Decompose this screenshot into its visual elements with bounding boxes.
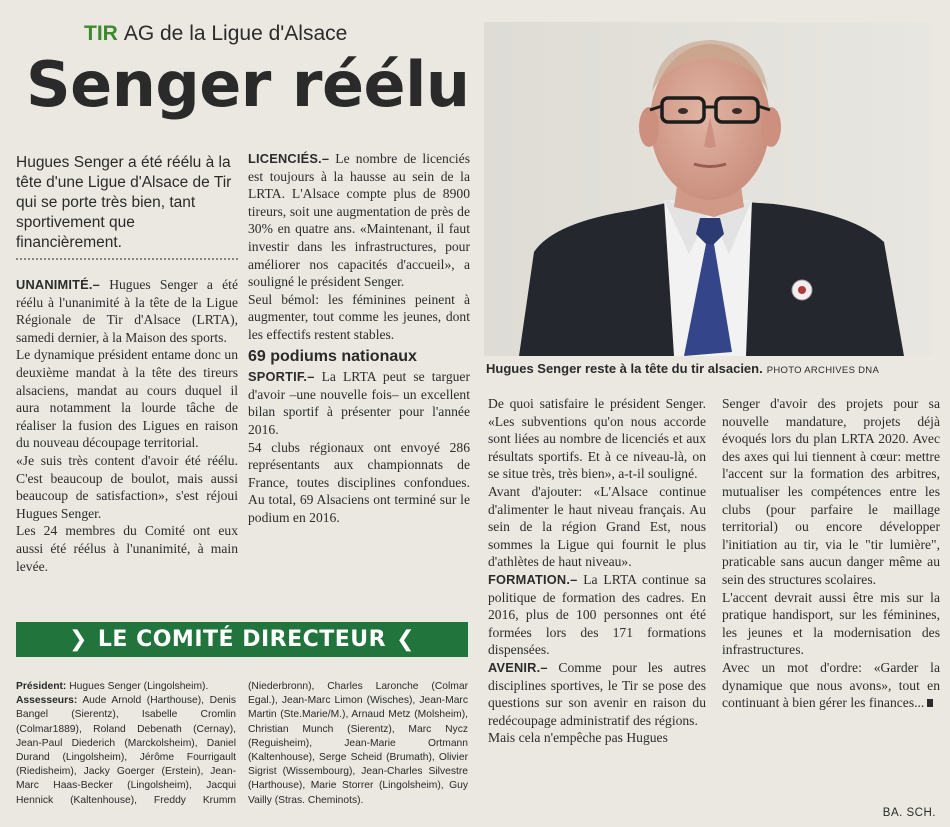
paragraph — [488, 659, 706, 729]
paragraph-text: Hugues Senger a été réélu à l'unanimité à la tête de la Ligue Régionale de Tir d'Alsace (LRTA), samedi dernier, à la Maison des sports. — [16, 277, 238, 345]
paragraph — [16, 276, 238, 346]
paragraph — [488, 571, 706, 659]
headline: Senger réélu — [26, 48, 470, 121]
paragraph-text: La LRTA peut se targuer d'avoir –une nouvelle fois– un excellent bilan sportif à présenter pour l'année 2016. — [248, 369, 470, 437]
kicker-text: AG de la Ligue d'Alsace — [123, 22, 348, 45]
section-label: UNANIMITÉ.– — [16, 277, 100, 292]
comite-title: LE COMITÉ DIRECTEUR — [97, 627, 387, 652]
comite-member-list — [16, 680, 468, 808]
paragraph: De quoi satisfaire le président Senger. «Les subventions qu'on nous accorde sont liées au nombre de licenciés et aux résultats sportifs. Et à ce niveau-là, on se situe très, très bien», a-t-il souligné. — [488, 396, 706, 482]
paragraph: Le dynamique président entame donc un deuxième mandat à la tête des tireurs alsaciens, mandat au cours duquel il aura notamment la lourde tâche de réaliser la fusion des Ligues en raison du nouveau découpage territorial. — [16, 347, 238, 451]
section-label: SPORTIF.– — [248, 369, 315, 385]
paragraph-text: Le nombre de licenciés est toujours à la hausse au sein de la LRTA. L'Alsace compte plus de 8900 tireurs, soit une augmentation de près de 30% en quatre ans. «Maintenant, il faut investir dans les infrastructures, pour améliorer nos capacités d'accueil», a souligné le président Senger. — [248, 151, 470, 290]
section-label: AVENIR.– — [488, 659, 548, 675]
photo-credit: PHOTO ARCHIVES DNA — [766, 365, 880, 376]
end-mark-icon — [927, 699, 933, 707]
section-label: LICENCIÉS.– — [248, 151, 330, 166]
assesseurs-label: Assesseurs: — [16, 695, 78, 707]
lead-separator — [16, 258, 238, 260]
paragraph-text: Comme pour les autres disciplines sportives, le Tir se pose des questions sur son avenir en raison du redécoupage administratif des régions. — [488, 659, 706, 728]
paragraph: Seul bémol: les féminines peinent à augmenter, tout comme les jeunes, dont les effectifs restent stables. — [248, 291, 470, 342]
subheading: 69 podiums nationaux — [248, 347, 417, 365]
chevron-right-icon: ❯ — [68, 627, 88, 652]
caption-text: Hugues Senger reste à la tête du tir alsacien. — [486, 361, 763, 376]
assesseurs-list: Aude Arnold (Harthouse), Denis Bangel (Sierentz), Isabelle Cromlin (Colmar1889), Roland Debenath (Cernay), Jean-Paul Diederich (Marckolsheim), Daniel Durand (Lingolsheim), Jérôme Fourrigault (Riedisheim), Jacky Goerger (Erstein), Jean-Marc Haas-Becker (Lingolsheim), Jacqui Hennick (Kaltenhouse), Freddy Krumm (Niederbronn), Charles Laronche (Colmar Egal.), Jean-Marc Limon (Wisches), Jean-Marc Martin (Ste.Marie/M.), Arnaud Metz (Molsheim), Christian Munch (Sierentz), Marc Nycz (Reguisheim), Jean-Marie Ortmann (Kaltenhouse), Serge Scheid (Brumath), Olivier Sigrist (Wissembourg), Jean-Charles Silvestre (Harthouse), Marie Storrer (Lingolsheim), Guy Vailly (Stras. Cheminots). — [16, 681, 468, 806]
comite-banner — [16, 622, 468, 657]
article-column-1 — [16, 276, 238, 575]
portrait-illustration — [484, 22, 932, 356]
paragraph — [248, 150, 470, 291]
paragraph: Senger d'avoir des projets pour sa nouvelle mandature, projets déjà évoqués lors du plan LRTA 2020. Avec des axes qui lui tiennent à cœur: mettre l'accent sur la formation des arbitres, mutualiser les compétences entre les clubs (pour parfaire le maillage territorial) ou encore développer l'initiation au tir, via le "tir lumière", praticable sans aucun danger même au sein des structures scolaires. — [722, 396, 940, 587]
section-label: FORMATION.– — [488, 571, 578, 587]
paragraph — [248, 368, 470, 438]
photo-caption — [486, 361, 936, 376]
president-name: Hugues Senger (Lingolsheim). — [69, 681, 209, 692]
chevron-left-icon: ❮ — [396, 627, 416, 652]
article-column-2 — [248, 150, 470, 526]
president-label: Président: — [16, 681, 67, 692]
paragraph-text: La LRTA continue sa politique de formation des cadres. En 2016, plus de 100 personnes ont été formées lors des 171 formations dispensées. — [488, 571, 706, 658]
paragraph — [722, 659, 940, 712]
kicker — [84, 22, 347, 46]
paragraph: Mais cela n'empêche pas Hugues — [488, 730, 668, 746]
lead-paragraph: Hugues Senger a été réélu à la tête d'une Ligue d'Alsace de Tir qui se porte très bien, tant sportivement que financièrement. — [16, 154, 232, 251]
paragraph: 54 clubs régionaux ont envoyé 286 représentants aux championnats de France, toutes disciplines confondues. Au total, 69 Alsaciens ont terminé sur le podium en 2016. — [248, 439, 470, 525]
paragraph: Avant d'ajouter: «L'Alsace continue d'alimenter le haut niveau français. Au sein de la région Grand Est, nous sommes la Ligue qui fournit le plus d'athlètes de haut niveau». — [488, 483, 706, 570]
paragraph: «Je suis très content d'avoir été réélu. C'est beaucoup de boulot, mais aussi beaucoup de satisfaction», s'est réjoui Hugues Senger. — [16, 452, 238, 521]
kicker-rubric: TIR — [84, 22, 118, 45]
paragraph: Les 24 membres du Comité ont eux aussi été réélus à l'unanimité, à main levée. — [16, 523, 238, 574]
portrait-photo — [484, 22, 932, 356]
paragraph: L'accent devrait aussi être mis sur la pratique handisport, sur les féminines, les jeunes et la modernisation des infrastructures. — [722, 589, 940, 658]
article-column-3 — [488, 395, 706, 747]
article-column-4 — [722, 395, 940, 712]
author-signature: BA. SCH. — [882, 807, 936, 819]
paragraph-text: Avec un mot d'ordre: «Garder la dynamique que nous avons», tout en continuant à bien gérer les finances... — [722, 659, 940, 711]
